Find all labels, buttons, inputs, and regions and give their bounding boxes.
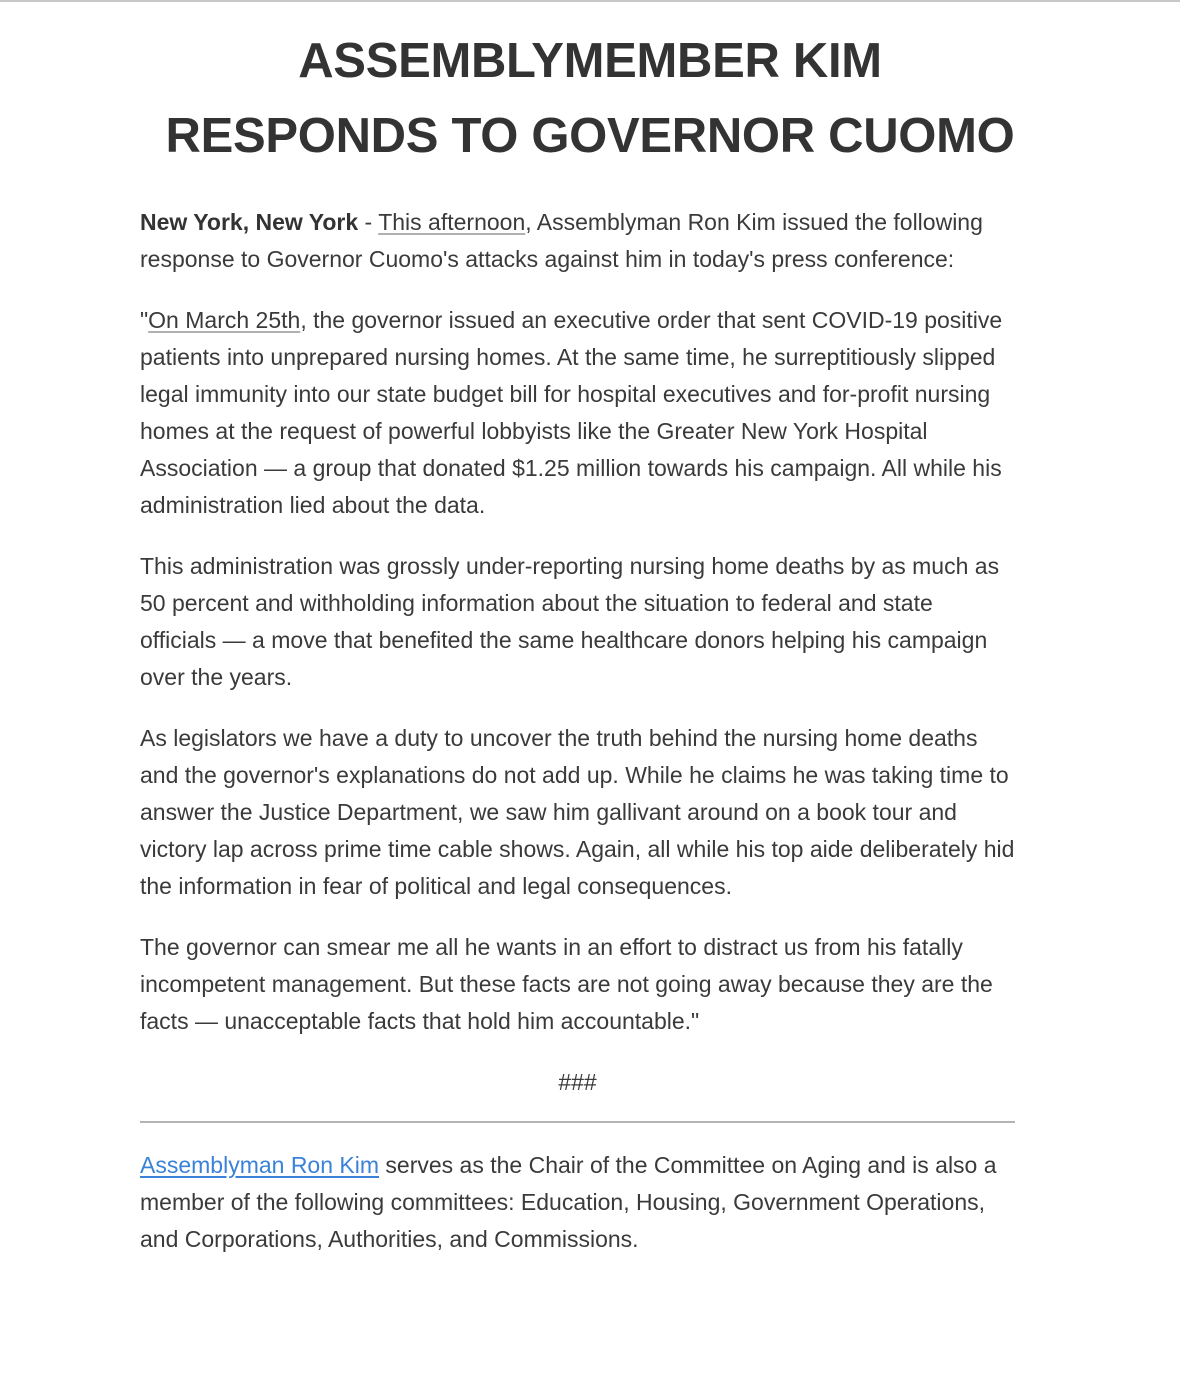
title-line-2: RESPONDS TO GOVERNOR CUOMO (165, 109, 1015, 163)
bio-paragraph (140, 1147, 1015, 1258)
bio-text: serves as the Chair of the Committee on Aging and is also a member of the following committees: Education, Housing, Government Operations, and Corporations, Authorities, and Commissions. (140, 1152, 997, 1252)
assemblyman-ron-kim-link[interactable]: Assemblyman Ron Kim (140, 1152, 380, 1178)
end-mark: ### (558, 1069, 597, 1095)
intro-text: , Assemblyman Ron Kim issued the following response to Governor Cuomo's attacks against him in today's press conference: (140, 209, 983, 272)
open-quote: " (140, 307, 149, 333)
intro-paragraph (140, 204, 1015, 278)
press-release-body (140, 204, 1015, 1282)
press-release-title (0, 2, 1180, 174)
quote-paragraph-1-text: , the governor issued an executive order that sent COVID-19 positive patients into unprepared nursing homes. At the same time, he surreptitiously slipped legal immunity into our state budget bill for hospital executives and for-profit nursing homes at the request of powerful lobbyists like the Greater New York Hospital Association — a group that donated $1.25 million towards his campaign. All while his administration lied about the data. (140, 307, 1003, 518)
this-afternoon-link[interactable]: This afternoon (378, 209, 526, 235)
title-line-1: ASSEMBLYMEMBER KIM (298, 34, 882, 88)
quote-paragraph-4: The governor can smear me all he wants in an effort to distract us from his fatally incompetent management. But these facts are not going away because they are the facts — unacceptable facts that hold him accountable." (140, 934, 993, 1034)
march-25th-link[interactable]: On March 25th (148, 307, 301, 333)
dateline: New York, New York (140, 209, 359, 235)
dateline-separator: - (358, 209, 379, 235)
quote-paragraph-3: As legislators we have a duty to uncover the truth behind the nursing home deaths and the governor's explanations do not add up. While he claims he was taking time to answer the Justice Department, we saw him gallivant around on a book tour and victory lap across prime time cable shows. Again, all while his top aide deliberately hid the information in fear of political and legal consequences. (140, 725, 1015, 899)
quote-paragraph-1 (140, 302, 1015, 524)
divider (140, 1121, 1015, 1123)
quote-paragraph-2: This administration was grossly under-reporting nursing home deaths by as much as 50 percent and withholding information about the situation to federal and state officials — a move that benefited the same healthcare donors helping his campaign over the years. (140, 553, 1000, 690)
